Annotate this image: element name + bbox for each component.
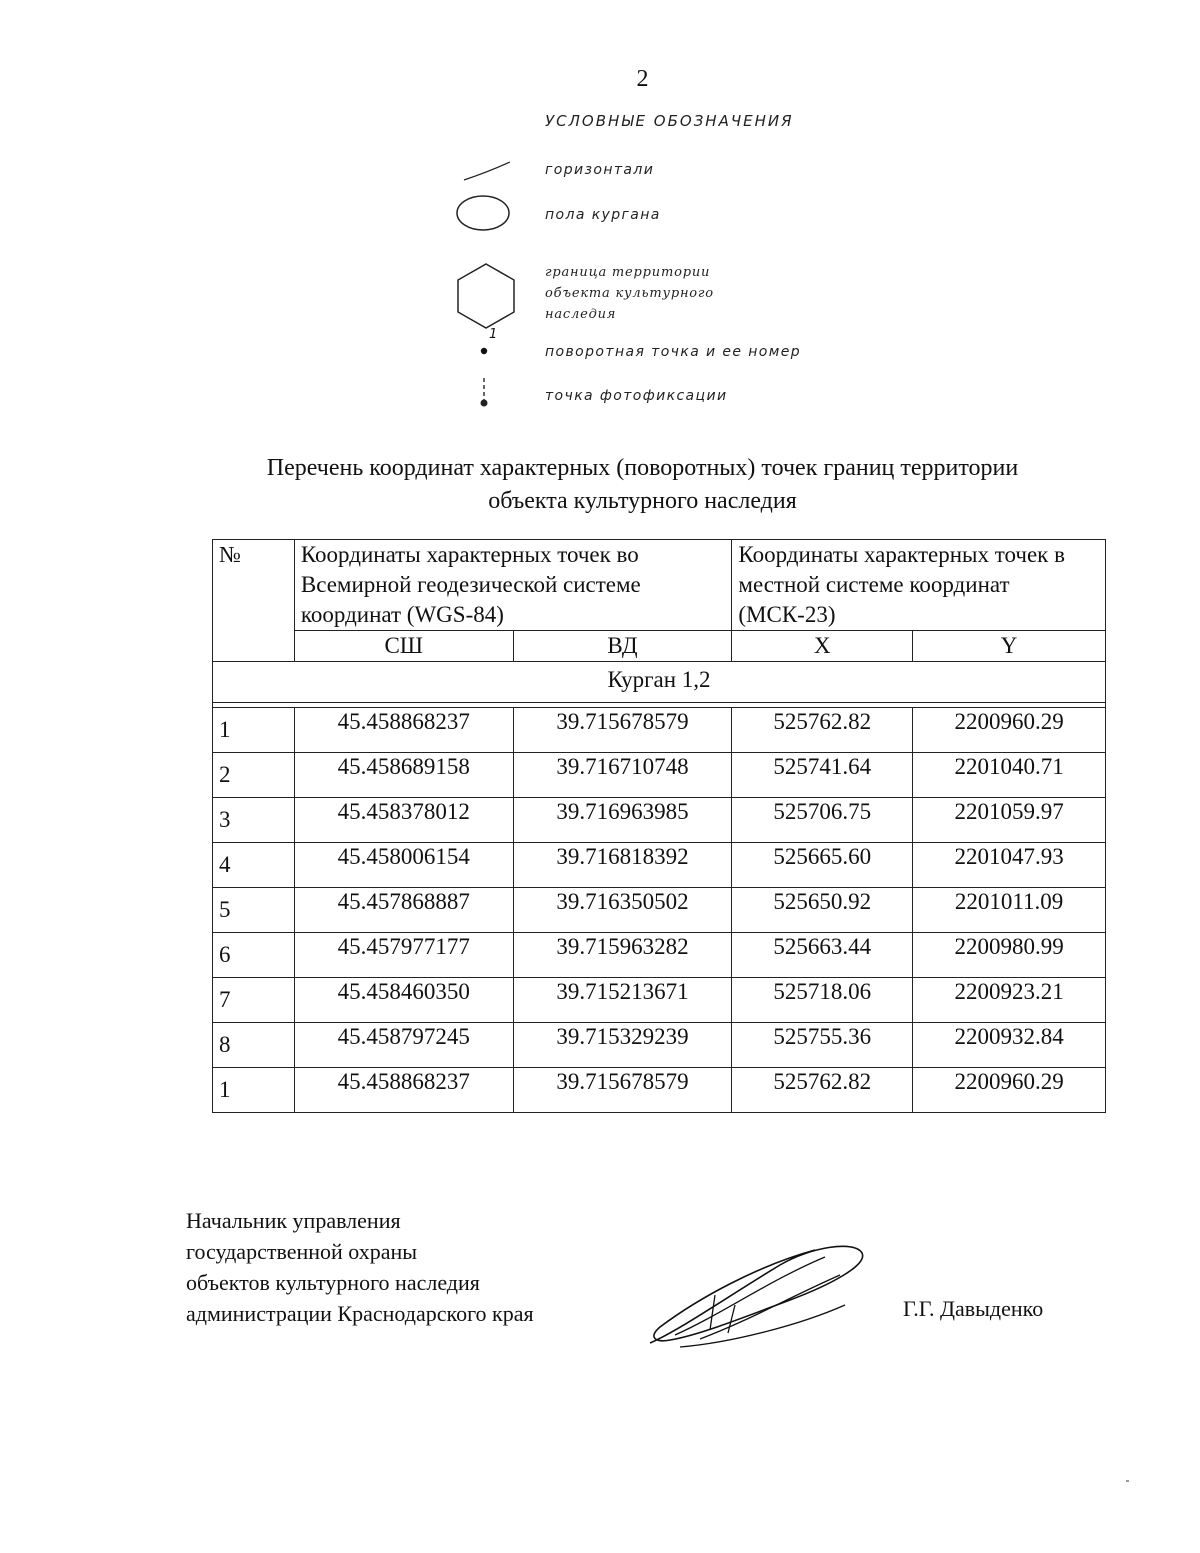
y-cell: 2200960.29 [913, 708, 1106, 753]
y-cell: 2200932.84 [913, 1023, 1106, 1068]
latitude-cell: 45.458868237 [294, 1068, 513, 1113]
y-cell: 2201059.97 [913, 798, 1106, 843]
header-wgs84: Координаты характерных точек во Всемирной геодезической системе координат (WGS-84) [294, 540, 732, 631]
longitude-cell: 39.716710748 [513, 753, 732, 798]
latitude-cell: 45.457977177 [294, 933, 513, 978]
group-label: Курган 1,2 [213, 662, 1106, 703]
y-cell: 2200980.99 [913, 933, 1106, 978]
x-cell: 525762.82 [732, 1068, 913, 1113]
page-number: 2 [636, 66, 649, 92]
y-cell: 2201011.09 [913, 888, 1106, 933]
latitude-cell: 45.457868887 [294, 888, 513, 933]
table-row [213, 843, 1106, 888]
latitude-cell: 45.458006154 [294, 843, 513, 888]
coordinates-list-title [150, 452, 1135, 518]
longitude-cell: 39.715963282 [513, 933, 732, 978]
x-cell: 525762.82 [732, 708, 913, 753]
coordinates-table [212, 539, 1106, 1113]
table-row [213, 798, 1106, 843]
longitude-cell: 39.716963985 [513, 798, 732, 843]
barrow-floor-ellipse-icon [453, 192, 513, 234]
point-number: 7 [213, 978, 295, 1023]
table-row [213, 978, 1106, 1023]
signatory-position [186, 1205, 534, 1329]
title-line: Перечень координат характерных (поворотных) точек границ территории [266, 455, 1019, 481]
territory-boundary-hexagon-icon [450, 260, 522, 332]
legend-label-line: объекта культурного [545, 286, 714, 301]
table-subheader-row [213, 631, 1106, 662]
point-number: 1 [213, 1068, 295, 1113]
point-number: 5 [213, 888, 295, 933]
subheader-y: Y [913, 631, 1106, 662]
legend-title: УСЛОВНЫЕ ОБОЗНАЧЕНИЯ [545, 112, 794, 130]
x-cell: 525741.64 [732, 753, 913, 798]
photo-point-icon [476, 376, 492, 410]
x-cell: 525718.06 [732, 978, 913, 1023]
latitude-cell: 45.458378012 [294, 798, 513, 843]
table-row [213, 1023, 1106, 1068]
x-cell: 525755.36 [732, 1023, 913, 1068]
point-number: 2 [213, 753, 295, 798]
legend-label: поворотная точка и ее номер [545, 344, 802, 360]
y-cell: 2201047.93 [913, 843, 1106, 888]
scan-speck [1126, 1480, 1129, 1482]
y-cell: 2200960.29 [913, 1068, 1106, 1113]
point-number: 8 [213, 1023, 295, 1068]
handwritten-signature [640, 1235, 870, 1355]
longitude-cell: 39.715678579 [513, 708, 732, 753]
legend-label-multiline [545, 262, 714, 325]
latitude-cell: 45.458460350 [294, 978, 513, 1023]
turning-point-icon [477, 344, 491, 358]
x-cell: 525665.60 [732, 843, 913, 888]
legend-label-line: граница территории [545, 265, 711, 280]
latitude-cell: 45.458868237 [294, 708, 513, 753]
legend-label-line: наследия [545, 307, 617, 322]
position-line: государственной охраны [186, 1239, 418, 1264]
subheader-latitude: СШ [294, 631, 513, 662]
table-row [213, 888, 1106, 933]
latitude-cell: 45.458689158 [294, 753, 513, 798]
point-number: 1 [213, 708, 295, 753]
table-row [213, 1068, 1106, 1113]
turning-point-marker-number: 1 [489, 327, 498, 342]
table-header-row [213, 540, 1106, 631]
table-row [213, 708, 1106, 753]
contour-line-icon [462, 158, 514, 184]
signatory-name: Г.Г. Давыденко [903, 1296, 1044, 1321]
point-number: 3 [213, 798, 295, 843]
table-row [213, 753, 1106, 798]
legend-label: точка фотофиксации [545, 388, 728, 404]
longitude-cell: 39.716350502 [513, 888, 732, 933]
header-msk23: Координаты характерных точек в местной системе координат (МСК-23) [732, 540, 1106, 631]
x-cell: 525663.44 [732, 933, 913, 978]
subheader-longitude: ВД [513, 631, 732, 662]
header-number: № [213, 540, 295, 662]
position-line: администрации Краснодарского края [186, 1301, 534, 1326]
position-line: Начальник управления [186, 1208, 401, 1233]
legend-label: горизонтали [545, 162, 655, 178]
point-number: 6 [213, 933, 295, 978]
longitude-cell: 39.715678579 [513, 1068, 732, 1113]
latitude-cell: 45.458797245 [294, 1023, 513, 1068]
longitude-cell: 39.715329239 [513, 1023, 732, 1068]
title-line: объекта культурного наследия [488, 488, 797, 514]
point-number: 4 [213, 843, 295, 888]
subheader-x: X [732, 631, 913, 662]
x-cell: 525650.92 [732, 888, 913, 933]
table-group-row [213, 662, 1106, 703]
x-cell: 525706.75 [732, 798, 913, 843]
table-row [213, 933, 1106, 978]
y-cell: 2200923.21 [913, 978, 1106, 1023]
longitude-cell: 39.716818392 [513, 843, 732, 888]
position-line: объектов культурного наследия [186, 1270, 480, 1295]
y-cell: 2201040.71 [913, 753, 1106, 798]
legend-label: пола кургана [545, 207, 661, 223]
longitude-cell: 39.715213671 [513, 978, 732, 1023]
